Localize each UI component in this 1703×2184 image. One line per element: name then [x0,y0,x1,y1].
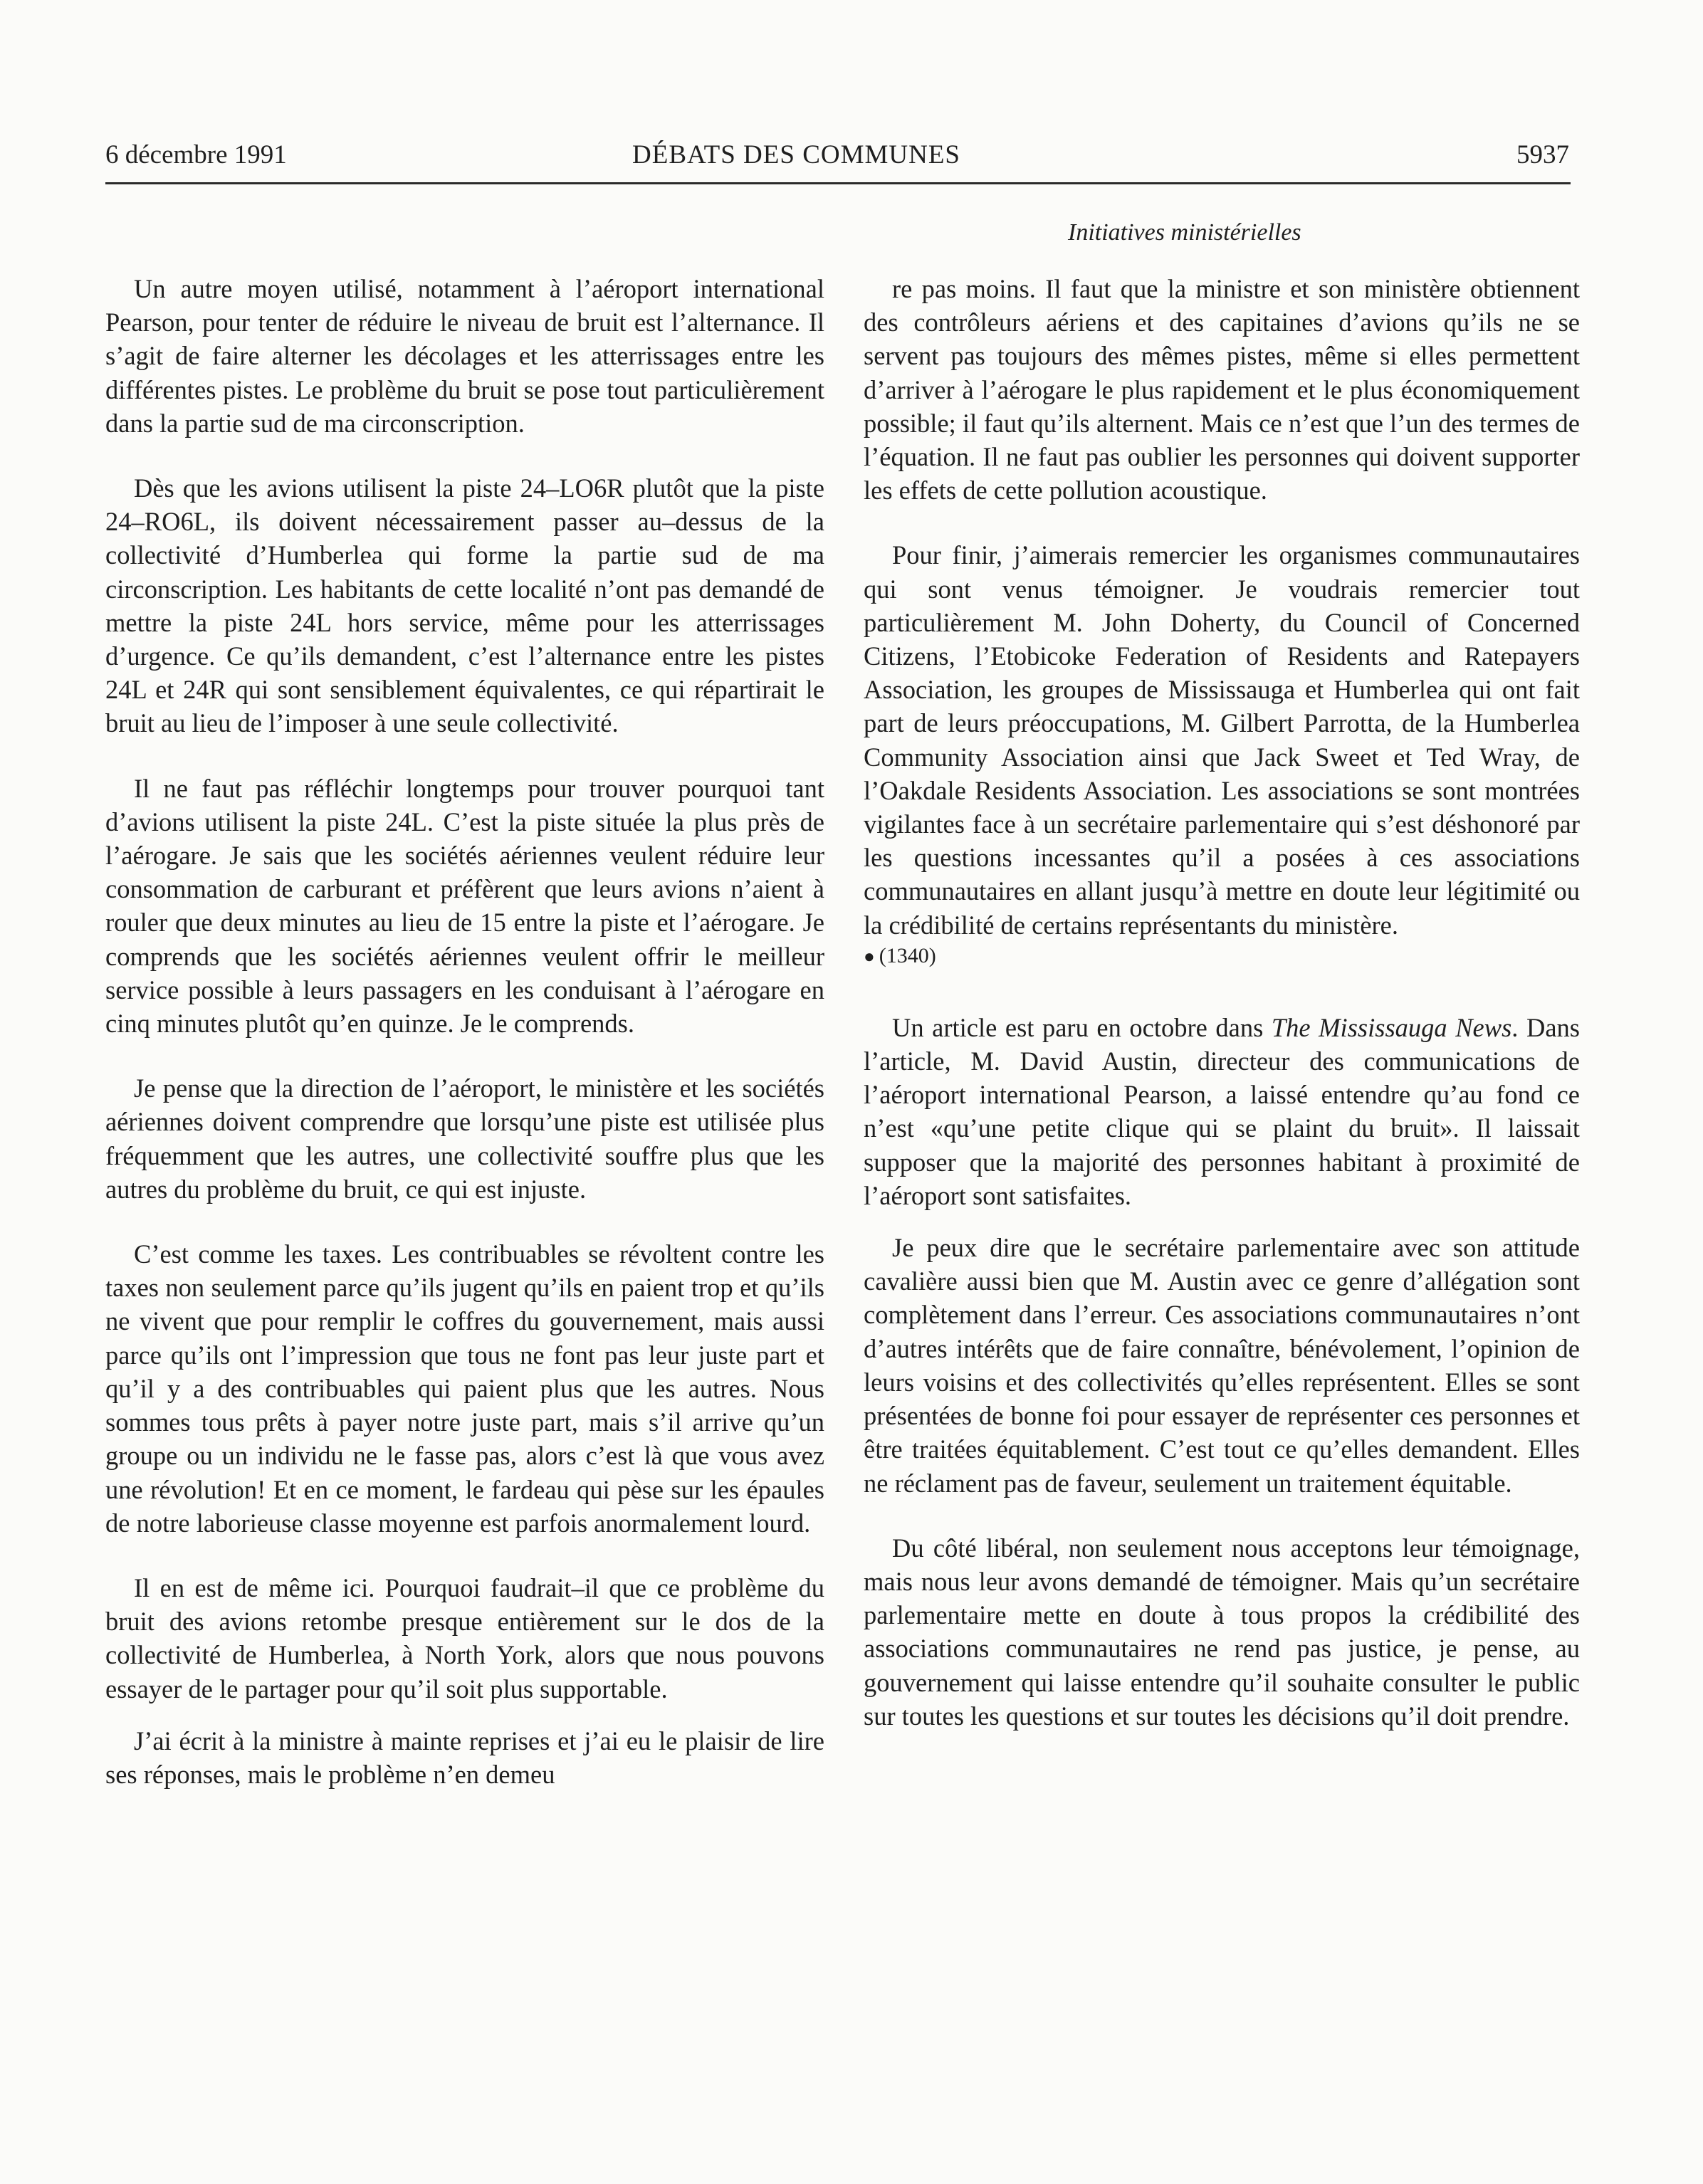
publication-title: DÉBATS DES COMMUNES [632,140,961,169]
page-number: 5937 [1516,140,1569,169]
newspaper-title: The Mississauga News [1271,1012,1512,1042]
header-date: 6 décembre 1991 [105,140,287,169]
paragraph [864,1011,1580,1212]
left-column [105,272,824,1791]
paragraph: Dès que les avions utilisent la piste 24–LO6R plutôt que la piste 24–RO6L, ils doivent nécessairement passer au–dessus de la collectivité d’Humberlea qui forme la partie sud de ma circonscription. Les habitants de cette localité n’ont pas demandé de mettre la piste 24L hors service, même pour les atterrissages d’urgence. Ce qu’ils demandent, c’est l’alternance entre les pistes 24L et 24R qui sont sensiblement équivalentes, ce qui répartirait le bruit au lieu de l’imposer à une seule collectivité. [105,473,824,738]
paragraph-text: . Dans l’article, M. David Austin, directeur des communications de l’aéroport international Pearson, a laissé entendre qu’au fond ce n’est «qu’une petite clique qui se plaint du bruit». Il laissait supposer que la majorité des personnes habitant à proximité de l’aéroport sont satisfaites. [864,1012,1580,1210]
paragraph: Il en est de même ici. Pourquoi faudrait–il que ce problème du bruit des avions retombe presque entièrement sur le dos de la collectivité de Humberlea, à North York, alors que nous pouvons essayer de le partager pour qu’il soit plus supportable. [105,1573,824,1703]
paragraph: re pas moins. Il faut que la ministre et son ministère obtiennent des contrôleurs aériens et des capitaines d’avions qu’ils ne se servent pas toujours des mêmes pistes, même si elles permettent d’arriver à l’aérogare le plus rapidement et le plus économiquement possible; il faut qu’ils alternent. Mais ce n’est que l’un des termes de l’équation. Il ne faut pas oublier les personnes qui doivent supporter les effets de cette pollution acoustique. [864,274,1580,505]
time-marker [864,942,1580,971]
paragraph: Je peux dire que le secrétaire parlementaire avec son attitude cavalière aussi bien que M. Austin avec ce genre d’allégation sont complètement dans l’erreur. Ces associations communautaires n’ont d’autres intérêts que de faire connaître, bénévolement, l’opinion de leurs voisins et des collectivités qu’elles représentent. Elles se sont présentées de bonne foi pour essayer de représenter ces personnes et être traitées équitablement. C’est tout ce qu’elles demandent. Elles ne réclament pas de faveur, seulement un traitement équitable. [864,1233,1580,1498]
paragraph: Pour finir, j’aimerais remercier les organismes communautaires qui sont venus témoigner. Je voudrais remercier tout particulièrement M. John Doherty, du Council of Concerned Citizens, l’Etobicoke Federation of Residents and Ratepayers Association, les groupes de Mississauga et Humberlea qui ont fait part de leurs préoccupations, M. Gilbert Parrotta, de la Humberlea Community Association ainsi que Jack Sweet et Ted Wray, de l’Oakdale Residents Association. Les associations se sont montrées vigilantes face à un secrétaire parlementaire qui s’est déshonoré par les questions incessantes qu’il a posées à ces associations communautaires en allant jusqu’à mettre en doute leur légitimité ou la crédibilité de certains représentants du ministère. [864,540,1580,940]
header-rule [105,182,1571,184]
bullet-icon: ● [864,945,875,967]
paragraph: Il ne faut pas réfléchir longtemps pour trouver pourquoi tant d’avions utilisent la piste 24L. C’est la piste située la plus près de l’aérogare. Je sais que les sociétés aériennes veulent réduire leur consommation de carburant et préfèrent que leurs avions n’aient à rouler que deux minutes au lieu de 15 entre la piste et l’aérogare. Je comprends que les sociétés aériennes veulent offrir le meilleur service possible à leurs passagers en les conduisant à l’aérogare en cinq minutes plutôt qu’en quinze. Je le comprends. [105,773,824,1039]
paragraph: J’ai écrit à la ministre à mainte reprises et j’ai eu le plaisir de lire ses réponses, mais le problème n’en demeu [105,1726,824,1789]
running-head: Initiatives ministérielles [1068,219,1301,246]
paragraph-text: Un article est paru en octobre dans [892,1012,1272,1042]
paragraph: Du côté libéral, non seulement nous acceptons leur témoignage, mais nous leur avons demandé de témoigner. Mais qu’un secrétaire parlementaire mette en doute à tous propos la crédibilité des associations communautaires ne rend pas justice, je pense, au gouvernement qui laisse entendre qu’il souhaite consulter le public sur toutes les questions et sur toutes les décisions qu’il doit prendre. [864,1533,1580,1731]
paragraph: Je pense que la direction de l’aéroport, le ministère et les sociétés aériennes doivent comprendre que lorsqu’une piste est utilisée plus fréquemment que les autres, une collectivité souffre plus que les autres du problème du bruit, ce qui est injuste. [105,1073,824,1204]
paragraph: C’est comme les taxes. Les contribuables se révoltent contre les taxes non seulement parce qu’ils jugent qu’ils en paient trop et qu’ils ne vivent que pour remplir le coffres du gouvernement, mais aussi parce qu’ils ont l’impression que tous ne font pas leur juste part et qu’il y a des contribuables qui paient plus que les autres. Nous sommes tous prêts à payer notre juste part, mais s’il arrive qu’un groupe ou un individu ne le fasse pas, alors c’est là que vous avez une révolution! Et en ce moment, le fardeau qui pèse sur les épaules de notre laborieuse classe moyenne est parfois anormalement lourd. [105,1239,824,1538]
right-column [864,272,1580,1733]
paragraph: Un autre moyen utilisé, notamment à l’aéroport international Pearson, pour tenter de réduire le niveau de bruit est l’alternance. Il s’agit de faire alterner les décolages et les atterrissages entre les différentes pistes. Le problème du bruit se pose tout particulièrement dans la partie sud de ma circonscription. [105,274,824,438]
page-header [105,140,1569,179]
time-marker-text: (1340) [879,943,936,967]
